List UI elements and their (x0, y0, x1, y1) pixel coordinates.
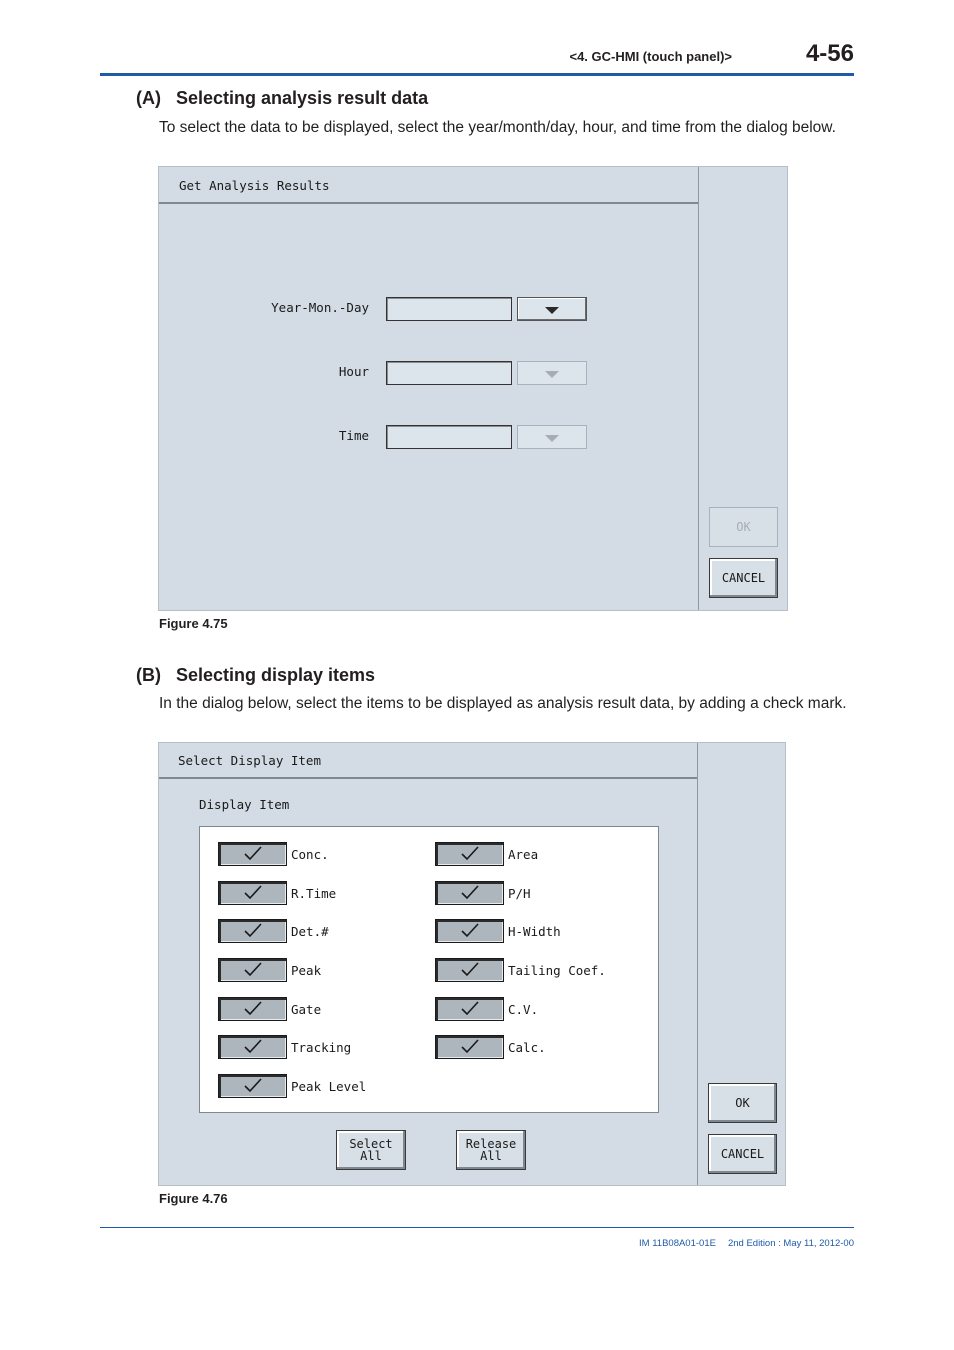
section-a-body: To select the data to be displayed, select the year/month/day, hour, and time from the dialog below. (159, 119, 836, 136)
checkbox[interactable] (435, 997, 504, 1021)
figure-caption-b: Figure 4.76 (159, 1191, 228, 1206)
checkbox[interactable] (218, 842, 287, 866)
check-mark-icon (243, 923, 263, 939)
checkbox[interactable] (435, 881, 504, 905)
check-mark-icon (460, 885, 480, 901)
time-dropdown-button[interactable] (517, 425, 587, 449)
select-display-item-dialog (158, 742, 786, 1186)
list-item[interactable] (218, 842, 329, 866)
section-b-title: Selecting display items (176, 665, 376, 685)
item-label: Peak (291, 962, 322, 978)
list-item[interactable] (435, 1035, 546, 1059)
section-a-letter: (A) (136, 88, 161, 108)
item-label: Calc. (508, 1039, 546, 1055)
display-item-list (199, 826, 659, 1113)
year-mon-day-field[interactable] (386, 297, 512, 321)
list-item[interactable] (435, 919, 561, 943)
check-mark-icon (460, 962, 480, 978)
display-item-column-right (435, 827, 645, 1112)
check-mark-icon (243, 846, 263, 862)
section-b-heading (136, 665, 375, 686)
item-label: Area (508, 846, 539, 862)
item-label: H-Width (508, 923, 561, 939)
item-label: Det.# (291, 923, 329, 939)
list-item[interactable] (218, 881, 336, 905)
dialog-a-title-bar (159, 167, 698, 204)
get-analysis-results-dialog (158, 166, 788, 611)
header-rule (100, 73, 854, 76)
section-b-letter: (B) (136, 665, 161, 685)
cancel-button[interactable]: CANCEL (709, 558, 778, 598)
check-mark-icon (243, 885, 263, 901)
ok-button[interactable]: OK (709, 507, 778, 547)
chapter-heading: <4. GC-HMI (touch panel)> (569, 49, 732, 64)
list-item[interactable] (218, 1035, 351, 1059)
item-label: R.Time (291, 885, 337, 901)
release-all-button[interactable] (456, 1130, 526, 1170)
item-label: Tracking (291, 1039, 352, 1055)
list-item[interactable] (435, 881, 531, 905)
doc-number: IM 11B08A01-01E (639, 1238, 716, 1249)
checkbox[interactable] (218, 1035, 287, 1059)
list-item[interactable] (218, 1074, 366, 1098)
item-label: Gate (291, 1001, 322, 1017)
dialog-b-title: Select Display Item (178, 753, 321, 768)
hour-field[interactable] (386, 361, 512, 385)
item-label: Tailing Coef. (508, 962, 606, 978)
triangle-down-icon (545, 307, 559, 314)
check-mark-icon (243, 1078, 263, 1094)
check-mark-icon (460, 846, 480, 862)
release-all-label-line1: Release (465, 1137, 517, 1151)
display-item-column-left (218, 827, 418, 1112)
cancel-button[interactable]: CANCEL (708, 1134, 777, 1174)
page-number: 4-56 (805, 40, 854, 67)
edition: 2nd Edition : May 11, 2012-00 (727, 1238, 854, 1249)
section-a-title: Selecting analysis result data (176, 88, 429, 108)
checkbox[interactable] (218, 881, 287, 905)
list-item[interactable] (435, 997, 538, 1021)
item-label: C.V. (508, 1001, 539, 1017)
check-mark-icon (460, 923, 480, 939)
ok-button[interactable]: OK (708, 1083, 777, 1123)
year-mon-day-label: Year-Mon.-Day (271, 300, 369, 315)
footer-doc-info (560, 1238, 854, 1249)
checkbox[interactable] (218, 1074, 287, 1098)
item-label: P/H (508, 885, 531, 901)
list-item[interactable] (218, 958, 321, 982)
display-item-group-label: Display Item (199, 797, 290, 812)
section-b-body: In the dialog below, select the items to be displayed as analysis result data, by adding a check mark. (159, 695, 847, 712)
triangle-down-icon (545, 435, 559, 442)
list-item[interactable] (435, 842, 538, 866)
list-item[interactable] (218, 997, 321, 1021)
section-a-heading (136, 88, 428, 109)
list-item[interactable] (218, 919, 329, 943)
select-all-button[interactable]: Select All (336, 1130, 406, 1170)
hour-dropdown-button[interactable] (517, 361, 587, 385)
item-label: Conc. (291, 846, 329, 862)
item-label: Peak Level (291, 1078, 367, 1094)
time-label: Time (338, 428, 369, 443)
checkbox[interactable] (218, 997, 287, 1021)
figure-caption-a: Figure 4.75 (159, 616, 228, 631)
release-all-label-line2: All (480, 1149, 502, 1163)
check-mark-icon (243, 1001, 263, 1017)
check-mark-icon (243, 1039, 263, 1055)
check-mark-icon (243, 962, 263, 978)
list-item[interactable] (435, 958, 606, 982)
checkbox[interactable] (435, 1035, 504, 1059)
checkbox[interactable] (435, 958, 504, 982)
checkbox[interactable] (218, 958, 287, 982)
checkbox[interactable] (435, 919, 504, 943)
checkbox[interactable] (218, 919, 287, 943)
year-mon-day-dropdown-button[interactable] (517, 297, 587, 321)
checkbox[interactable] (435, 842, 504, 866)
dialog-b-title-bar (159, 743, 697, 779)
hour-label: Hour (338, 364, 369, 379)
time-field[interactable] (386, 425, 512, 449)
check-mark-icon (460, 1039, 480, 1055)
triangle-down-icon (545, 371, 559, 378)
footer-rule (100, 1227, 854, 1228)
check-mark-icon (460, 1001, 480, 1017)
dialog-a-title: Get Analysis Results (179, 178, 330, 193)
